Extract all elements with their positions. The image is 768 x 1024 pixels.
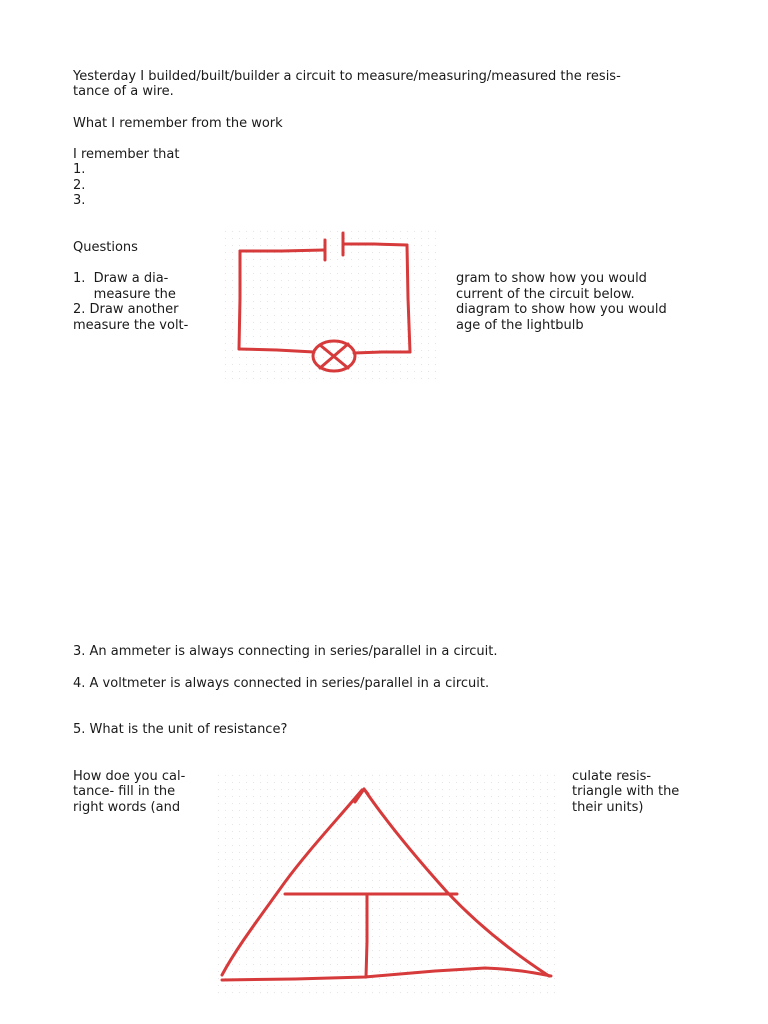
triangle-left-side bbox=[222, 790, 362, 975]
remember-intro: I remember that bbox=[73, 147, 180, 162]
q2-left-line-2: measure the volt- bbox=[73, 318, 189, 333]
circuit-wire-bottom-left bbox=[239, 349, 314, 352]
q6-left-line-3: right words (and bbox=[73, 800, 181, 815]
remember-heading: What I remember from the work bbox=[73, 116, 283, 131]
q6-left-line-1: How doe you cal- bbox=[73, 769, 186, 784]
remember-item-2: 2. bbox=[73, 178, 86, 193]
q2-left-line-1: 2. Draw another bbox=[73, 302, 179, 317]
q2-right-line-2: age of the lightbulb bbox=[456, 318, 584, 333]
questions-heading: Questions bbox=[73, 240, 138, 255]
triangle-base bbox=[222, 968, 551, 980]
q4-text: 4. A voltmeter is always connected in series/parallel in a circuit. bbox=[73, 676, 490, 691]
q1-left-line-1: 1. Draw a dia- bbox=[73, 271, 169, 286]
circuit-wire-left bbox=[239, 251, 240, 349]
q6-right-line-2: triangle with the bbox=[572, 784, 680, 799]
q1-left-line-2: measure the bbox=[73, 287, 176, 302]
q6-right-line-3: their units) bbox=[572, 800, 644, 815]
circuit-wire-right bbox=[407, 245, 410, 352]
q3-text: 3. An ammeter is always connecting in series/parallel in a circuit. bbox=[73, 644, 498, 659]
q6-left-line-2: tance- fill in the bbox=[73, 784, 176, 799]
q1-right-line-1: gram to show how you would bbox=[456, 271, 647, 286]
circuit-wire-bottom-right bbox=[354, 352, 410, 353]
q6-right-line-1: culate resis- bbox=[572, 769, 652, 784]
intro-line-2: tance of a wire. bbox=[73, 84, 174, 99]
intro-line-1: Yesterday I builded/built/builder a circuit to measure/measuring/measured the resis- bbox=[73, 69, 621, 84]
q5-text: 5. What is the unit of resistance? bbox=[73, 722, 288, 737]
triangle-vertical-divider bbox=[366, 896, 367, 977]
resistance-triangle bbox=[215, 772, 558, 996]
q1-right-line-2: current of the circuit below. bbox=[456, 287, 635, 302]
remember-item-1: 1. bbox=[73, 162, 86, 177]
remember-item-3: 3. bbox=[73, 193, 86, 208]
triangle-right-side bbox=[364, 789, 549, 976]
circuit-wire-top-left bbox=[240, 250, 324, 251]
circuit-diagram bbox=[222, 228, 438, 382]
circuit-wire-top-right bbox=[343, 244, 407, 245]
q2-right-line-1: diagram to show how you would bbox=[456, 302, 667, 317]
